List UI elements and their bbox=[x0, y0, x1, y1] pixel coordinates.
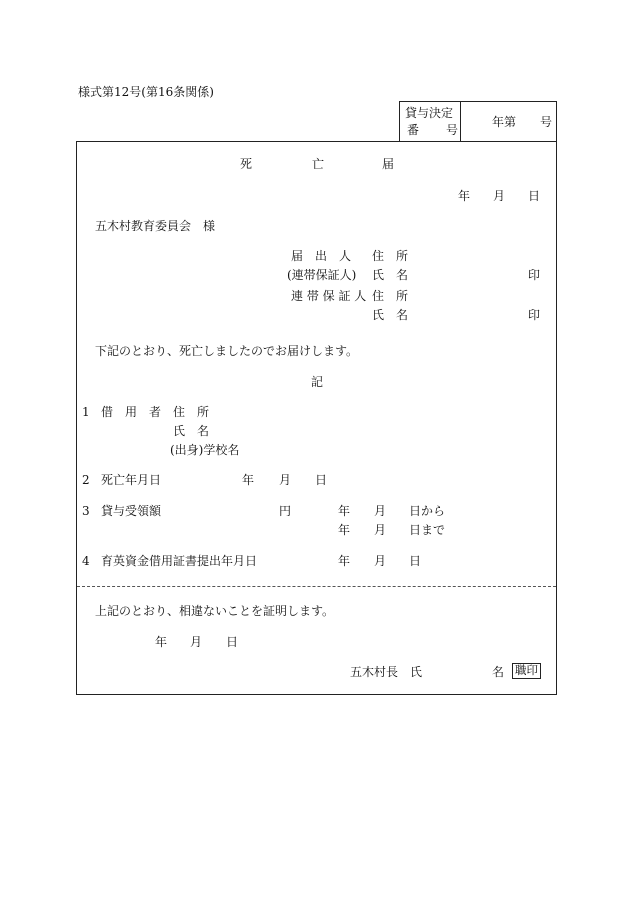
guarantor-name-label: 氏 名 bbox=[372, 308, 409, 322]
item4-label: 育英資金借用証書提出年月日 bbox=[101, 554, 258, 568]
intro-text: 下記のとおり、死亡しましたのでお届けします。 bbox=[95, 344, 359, 358]
item4-month: 月 bbox=[374, 554, 387, 568]
item3-from-month: 月 bbox=[374, 504, 387, 518]
mayor-mei: 名 bbox=[492, 665, 505, 679]
item2-day: 日 bbox=[315, 473, 328, 487]
decision-number-label-go: 号 bbox=[446, 123, 459, 137]
decision-number-nen: 年第 bbox=[492, 115, 517, 129]
item2-label: 死亡年月日 bbox=[101, 473, 162, 487]
item3-from: 日から bbox=[409, 504, 446, 518]
submitter-name-label: 氏 名 bbox=[372, 268, 409, 282]
item2-year: 年 bbox=[242, 473, 255, 487]
addressee: 五木村教育委員会 様 bbox=[95, 219, 216, 233]
form-title-shi: 死 bbox=[240, 157, 253, 171]
submitter-role-sub: (連帯保証人) bbox=[287, 268, 357, 282]
submit-date-year: 年 bbox=[458, 189, 471, 203]
submit-date-month: 月 bbox=[493, 189, 506, 203]
item2-month: 月 bbox=[279, 473, 292, 487]
official-seal: 職印 bbox=[512, 663, 541, 679]
cert-date-month: 月 bbox=[190, 635, 203, 649]
item3-number: 3 bbox=[82, 504, 90, 518]
guarantor-role: 連 帯 保 証 人 bbox=[291, 289, 367, 303]
item4-day: 日 bbox=[409, 554, 422, 568]
guarantor-address-label: 住 所 bbox=[372, 289, 409, 303]
dashed-divider bbox=[77, 586, 556, 587]
item3-yen: 円 bbox=[279, 504, 292, 518]
item1-name-label: 氏 名 bbox=[173, 424, 210, 438]
item2-number: 2 bbox=[82, 473, 90, 487]
mayor-label: 五木村長 氏 bbox=[350, 665, 423, 679]
item1-number: 1 bbox=[82, 405, 90, 419]
item4-number: 4 bbox=[82, 554, 90, 568]
ki-heading: 記 bbox=[311, 375, 324, 389]
form-title-bou: 亡 bbox=[312, 157, 325, 171]
form-reference: 様式第12号(第16条関係) bbox=[78, 85, 214, 99]
item1-school-label: (出身)学校名 bbox=[170, 443, 240, 457]
cert-date-day: 日 bbox=[226, 635, 239, 649]
submitter-role: 届 出 人 bbox=[291, 249, 352, 263]
form-title-todoke: 届 bbox=[382, 157, 395, 171]
decision-number-go: 号 bbox=[540, 115, 553, 129]
decision-number-divider bbox=[460, 101, 461, 142]
item3-to-month: 月 bbox=[374, 523, 387, 537]
item3-label: 貸与受領額 bbox=[101, 504, 162, 518]
item4-year: 年 bbox=[338, 554, 351, 568]
cert-date-year: 年 bbox=[155, 635, 168, 649]
item3-to-year: 年 bbox=[338, 523, 351, 537]
item1-address-label: 住 所 bbox=[173, 405, 210, 419]
item1-label: 借 用 者 bbox=[101, 405, 162, 419]
item3-to: 日まで bbox=[409, 523, 446, 537]
submitter-seal: 印 bbox=[528, 268, 541, 282]
submitter-address-label: 住 所 bbox=[372, 249, 409, 263]
certification-text: 上記のとおり、相違ないことを証明します。 bbox=[95, 604, 335, 618]
guarantor-seal: 印 bbox=[528, 308, 541, 322]
submit-date-day: 日 bbox=[528, 189, 541, 203]
decision-number-label-ban: 番 bbox=[407, 123, 420, 137]
item3-from-year: 年 bbox=[338, 504, 351, 518]
decision-number-label: 貸与決定 bbox=[405, 106, 454, 120]
